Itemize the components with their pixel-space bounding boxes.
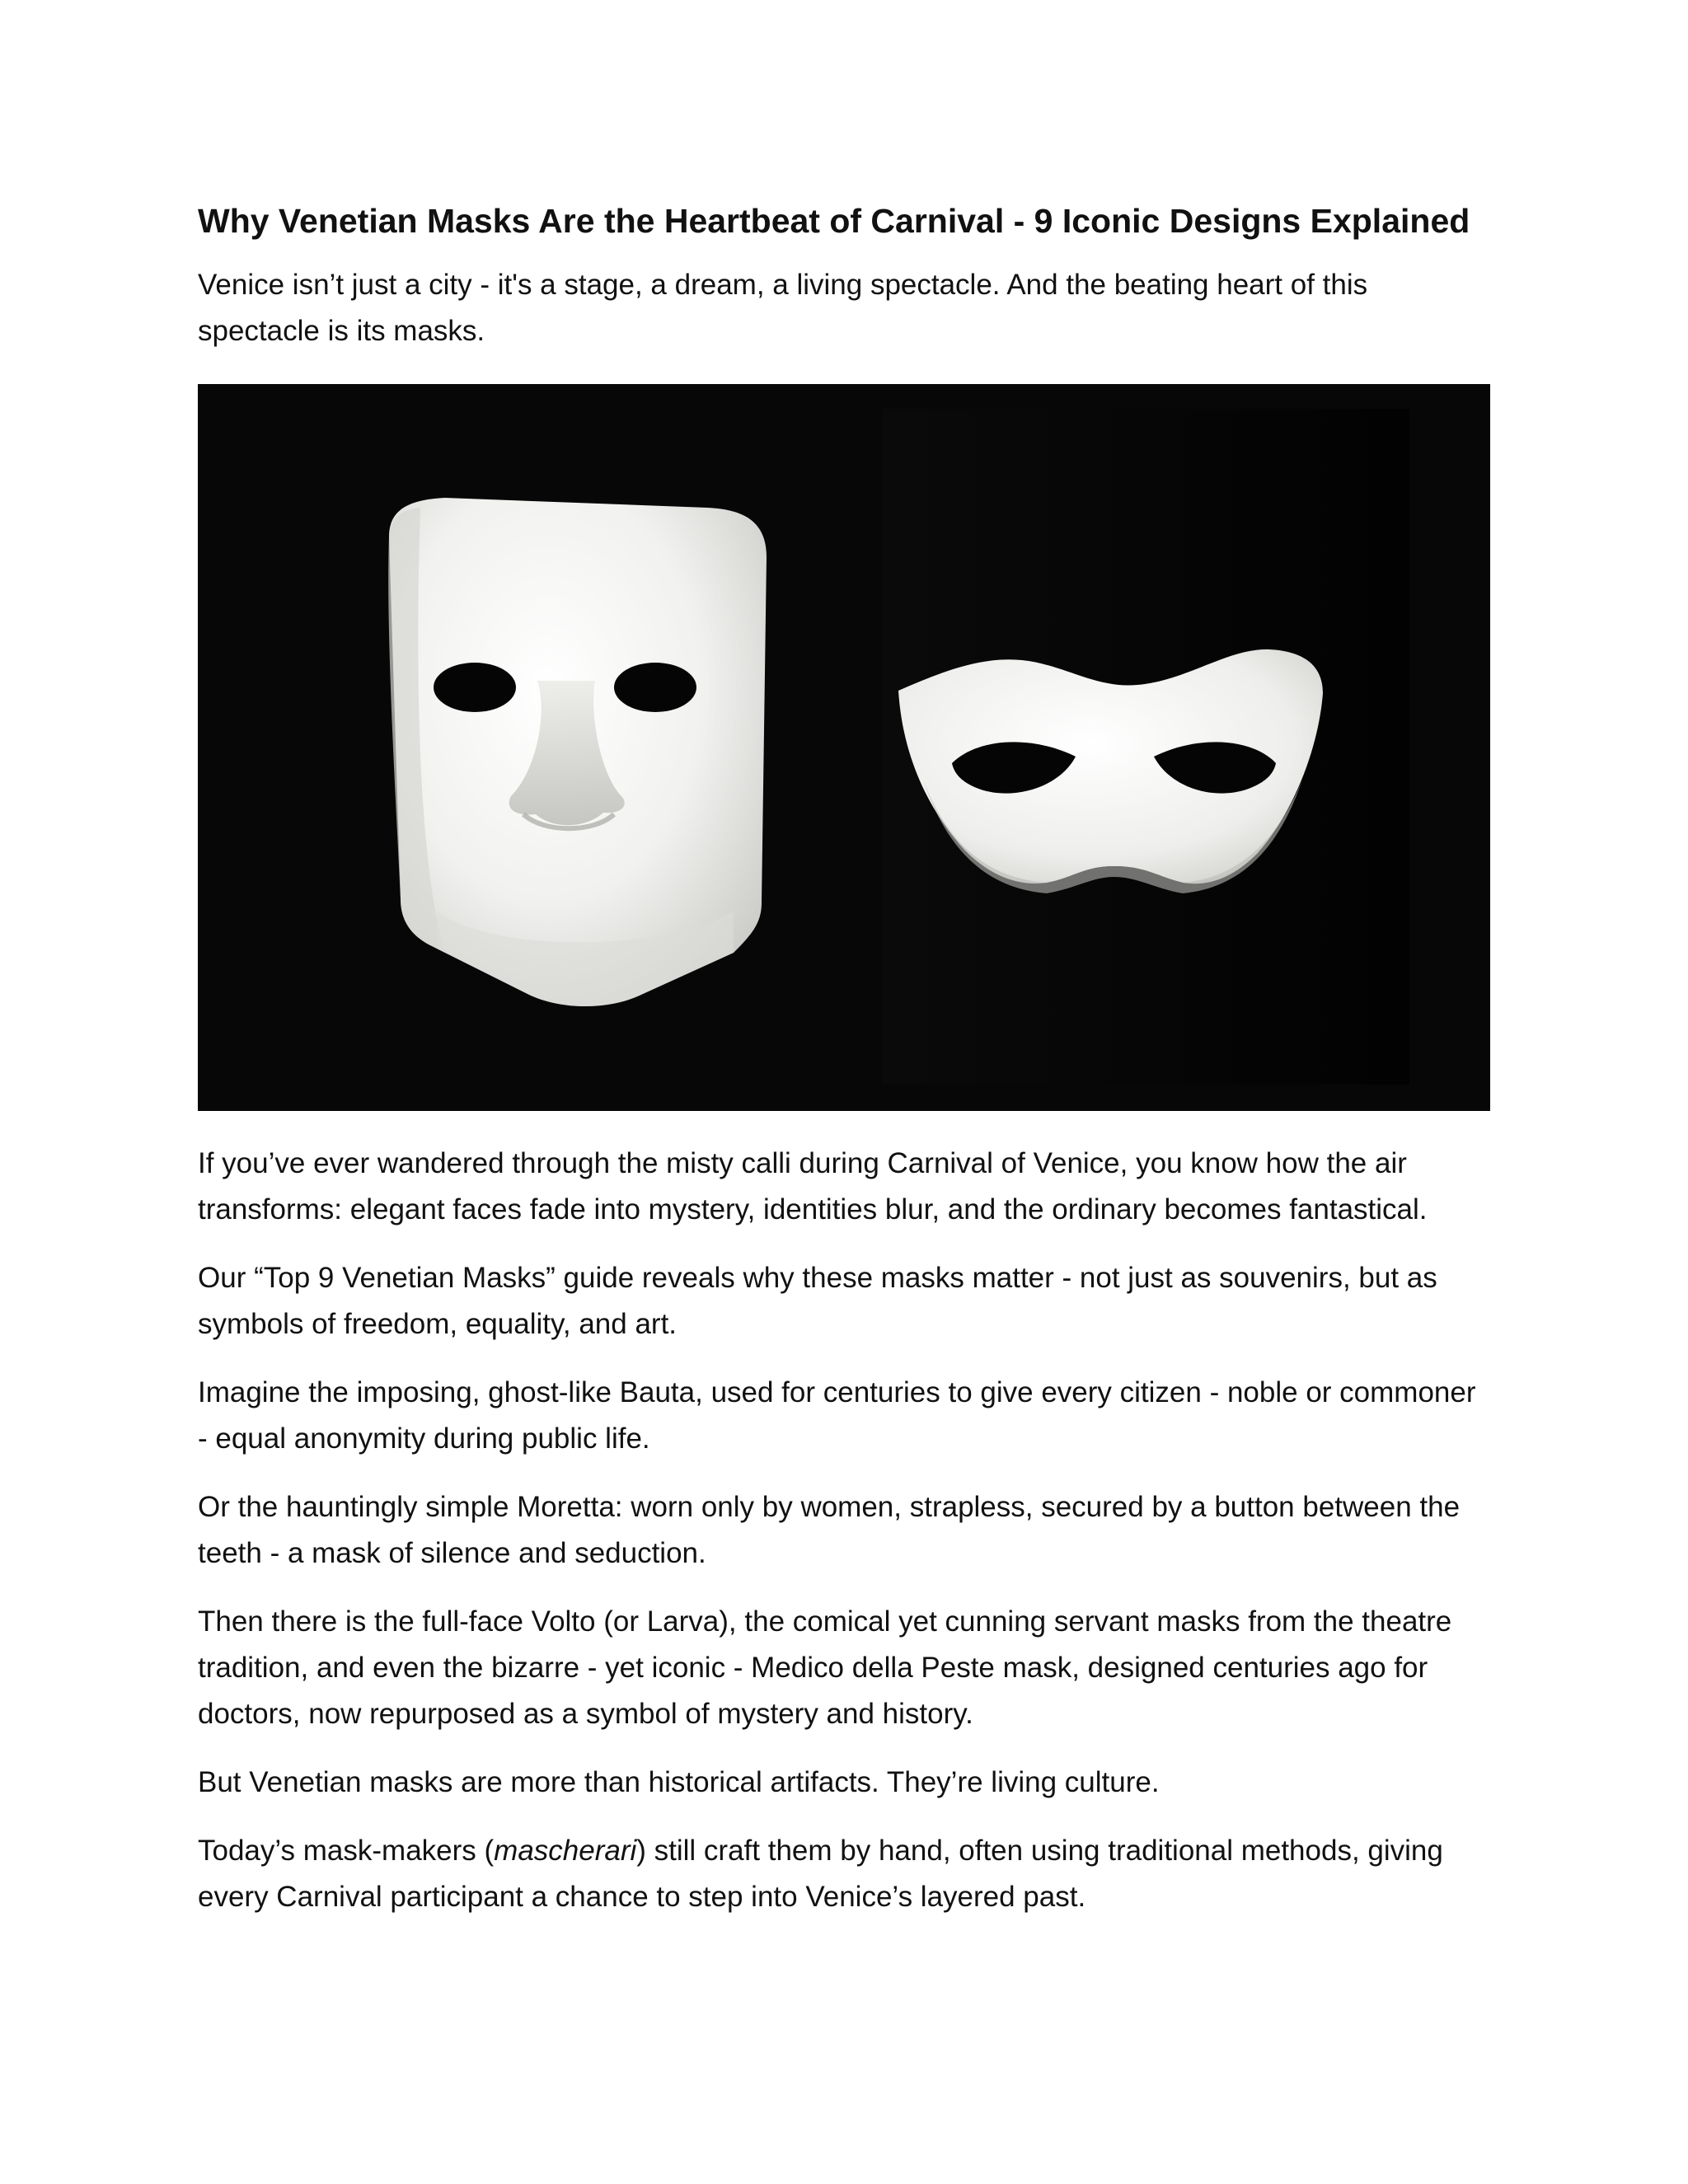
paragraph-mascherari [198,1828,1490,1920]
mascherari-italic: mascherari [494,1835,637,1867]
document-page [198,198,1490,1920]
paragraph-bauta: Imagine the imposing, ghost-like Bauta, used for centuries to give every citizen - noble or commoner - equal anonymity during public life. [198,1376,1476,1455]
article-body [198,1141,1490,1920]
bauta-mask-icon [388,498,767,1006]
paragraph-calli: If you’ve ever wandered through the misty calli during Carnival of Venice, you know how the air transforms: elegant faces fade into mystery, identities blur, and the ordinary becomes fantastical. [198,1147,1428,1226]
mascherari-text-before: Today’s mask-makers ( [198,1835,495,1867]
paragraph-moretta: Or the hauntingly simple Moretta: worn only by women, strapless, secured by a button between the teeth - a mask of silence and seduction. [198,1491,1461,1569]
document-title: Why Venetian Masks Are the Heartbeat of Carnival - 9 Iconic Designs Explained [198,202,1470,240]
paragraph-living-culture: But Venetian masks are more than historical artifacts. They’re living culture. [198,1766,1160,1798]
intro-paragraph: Venice isn’t just a city - it's a stage, a dream, a living spectacle. And the beating heart of this spectacle is its masks. [198,269,1368,347]
paragraph-guide: Our “Top 9 Venetian Masks” guide reveals why these masks matter - not just as souvenirs, but as symbols of freedom, equality, and art. [198,1262,1437,1340]
mascherari-text-after: ) still craft them by hand, often using traditional methods, giving every Carnival participant a chance to step into Venice’s layered past. [198,1835,1443,1913]
masks-photo [198,384,1490,1111]
paragraph-volto: Then there is the full-face Volto (or Larva), the comical yet cunning servant masks from the theatre tradition, and even the bizarre - yet iconic - Medico della Peste mask, designed centuries ago for doctors, now repurposed as a symbol of mystery and history. [198,1605,1452,1730]
